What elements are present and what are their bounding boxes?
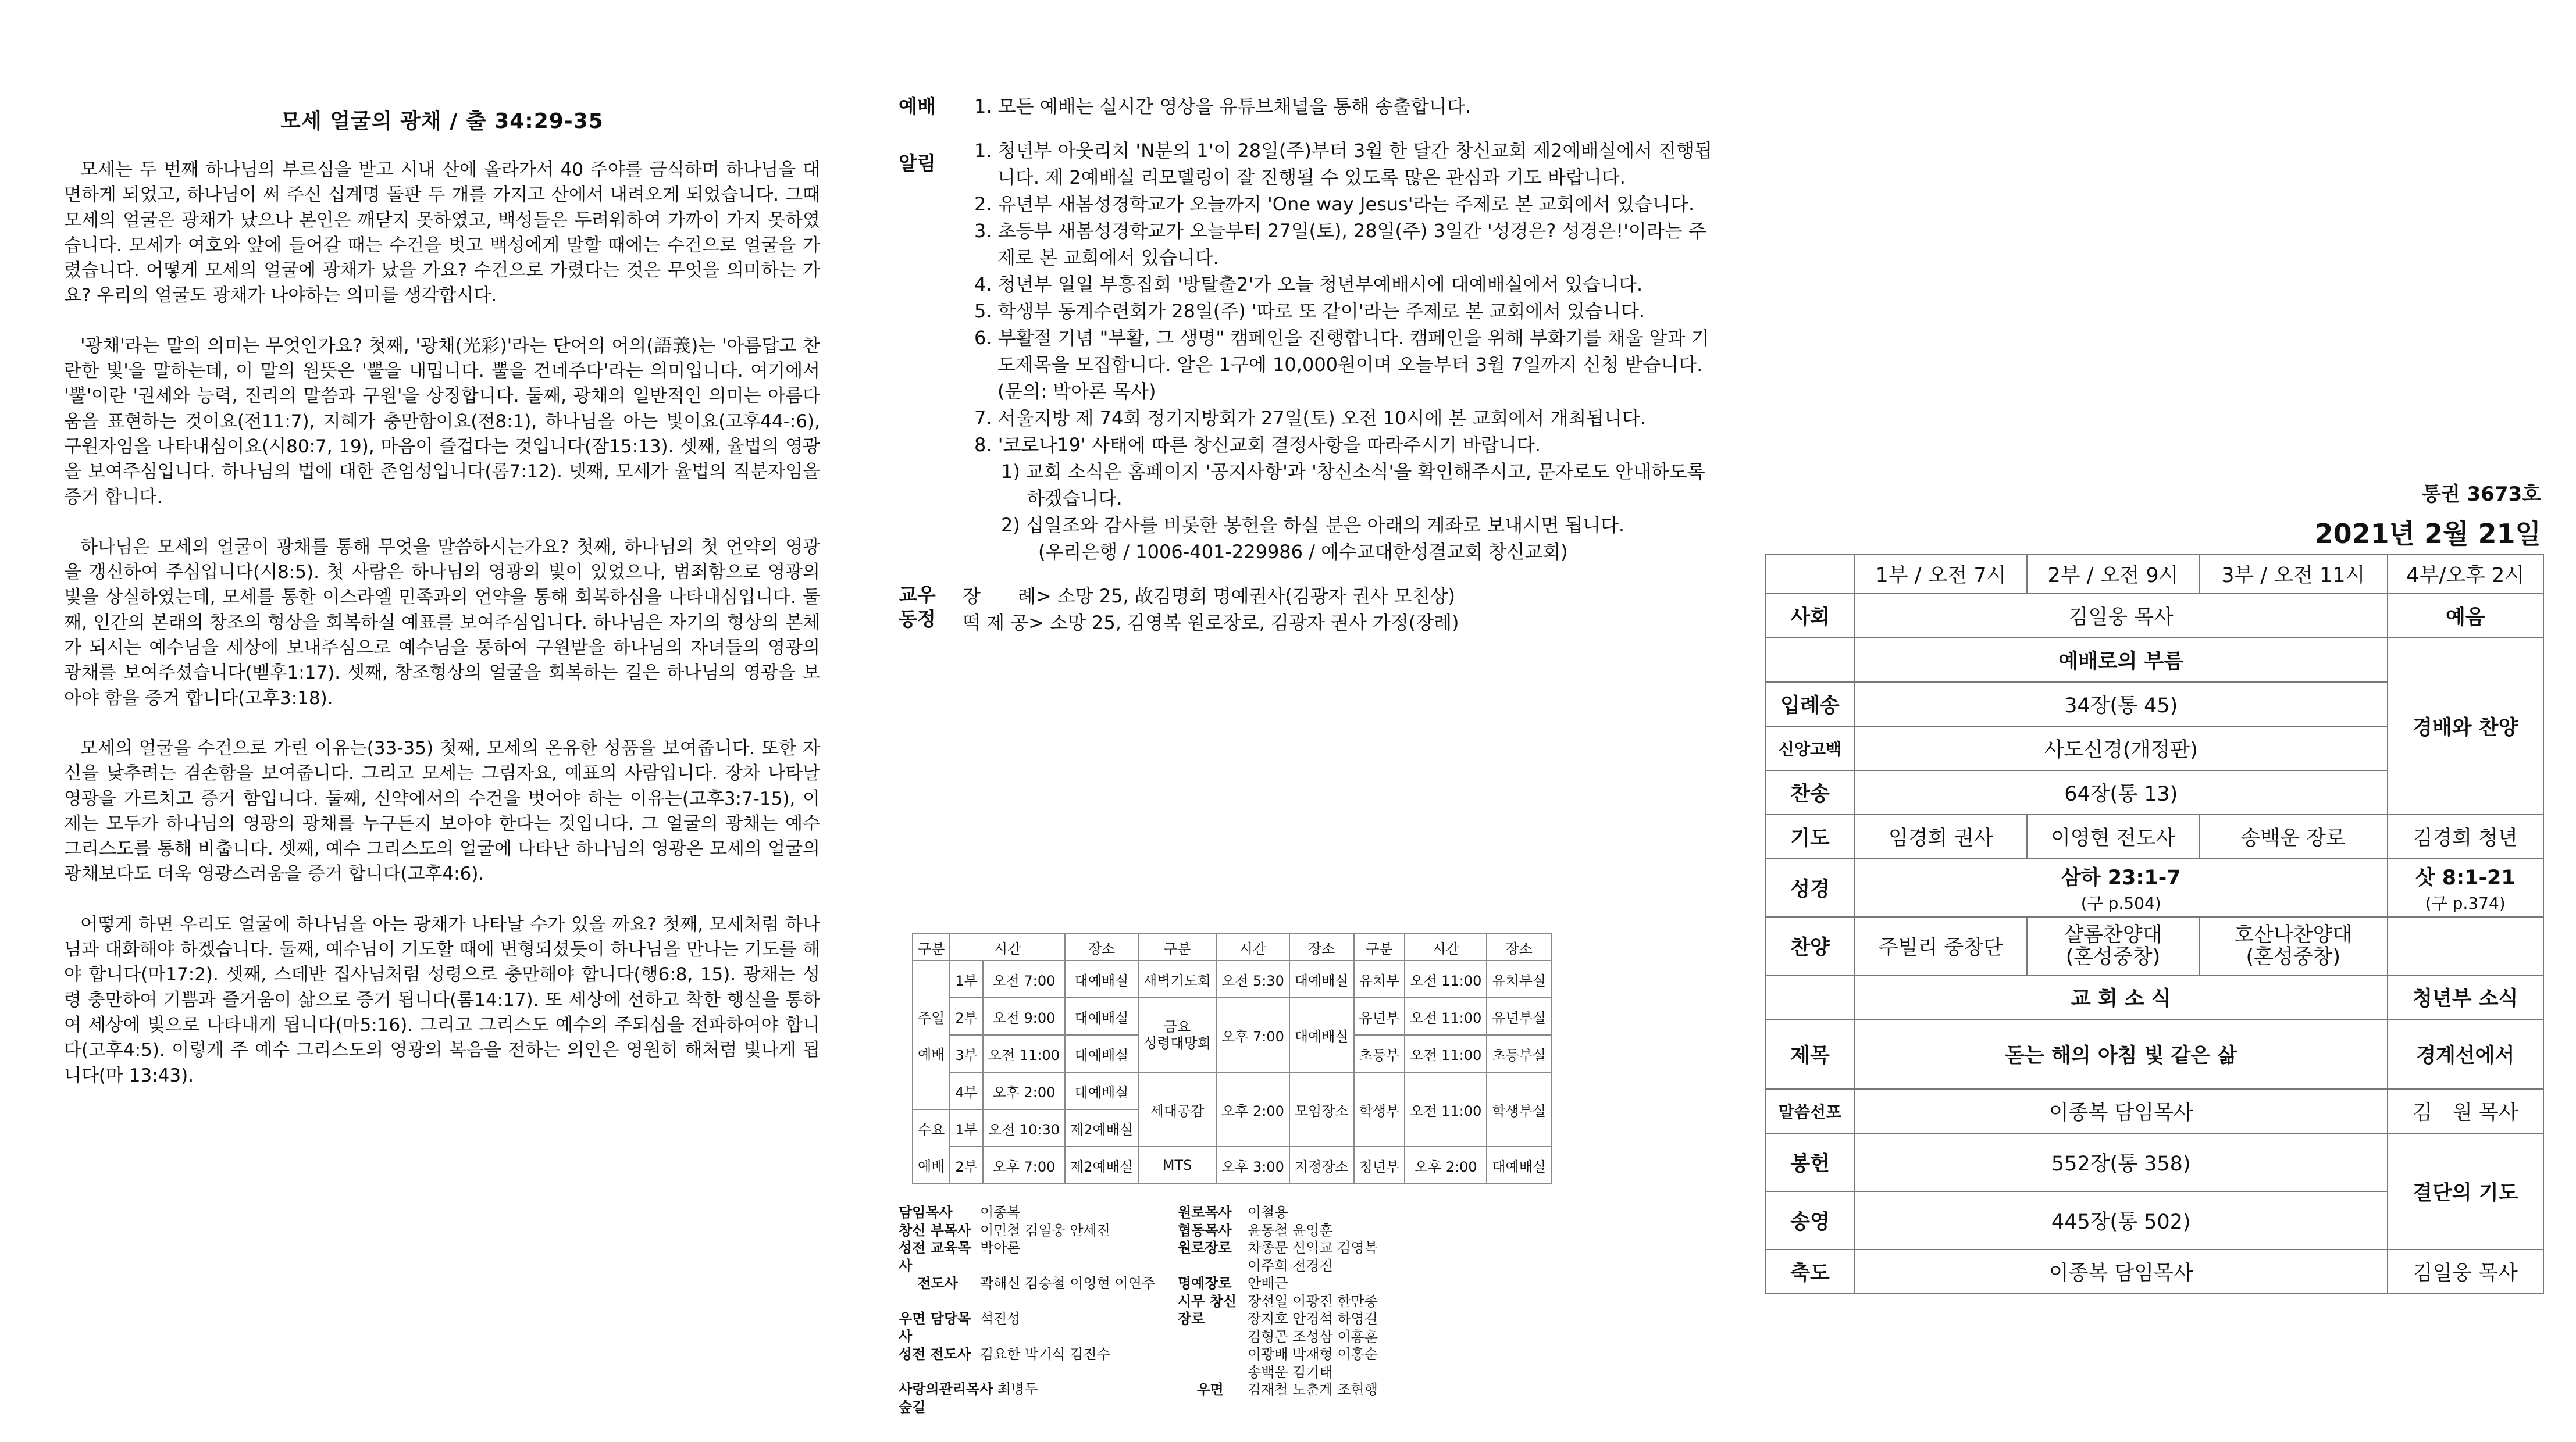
staff-role: 창신 부목사 bbox=[899, 1222, 971, 1238]
schedule-cell: 대예배실 bbox=[1289, 961, 1354, 998]
blank-cell bbox=[1765, 554, 1855, 594]
schedule-cell: 오후 2:00 bbox=[1216, 1072, 1289, 1147]
row-value: 임경희 권사 bbox=[1855, 815, 2027, 859]
announcements-section bbox=[899, 137, 1713, 565]
row-value: 64장(통 13) bbox=[1855, 770, 2388, 815]
condolence-section bbox=[899, 583, 1713, 636]
table-row bbox=[1765, 638, 2543, 682]
schedule-header: 장소 bbox=[1065, 934, 1138, 961]
staff-names: 석진성 bbox=[980, 1310, 1021, 1327]
row-value-4: 경계선에서 bbox=[2388, 1019, 2543, 1089]
staff-row bbox=[1178, 1293, 1457, 1311]
staff-role: 우면 bbox=[1178, 1382, 1224, 1398]
staff-role: 전도사 bbox=[899, 1275, 958, 1291]
announcement-item: 7. 서울지방 제 74회 정기지방회가 27일(토) 오전 10시에 본 교회에서 개최됩니다. bbox=[974, 407, 1647, 429]
staff-row bbox=[1178, 1275, 1457, 1293]
schedule-header: 구분 bbox=[1138, 934, 1216, 961]
row-value-4: 예음 bbox=[2388, 594, 2543, 638]
scripture-page: (구 p.504) bbox=[2080, 894, 2161, 913]
row-value-4: 김 원 목사 bbox=[2388, 1089, 2543, 1133]
schedule-cell: 오전 11:00 bbox=[1405, 961, 1487, 998]
row-label: 찬양 bbox=[1765, 917, 1855, 975]
table-row bbox=[1765, 859, 2543, 917]
sermon-column bbox=[64, 105, 820, 1113]
staff-role: 시무 창신 bbox=[1178, 1293, 1237, 1309]
announcement-sub-item: 2) 십일조와 감사를 비롯한 봉헌을 하실 분은 아래의 계좌로 보내시면 됩니다. bbox=[1001, 514, 1625, 536]
sermon-paragraph: 하나님은 모세의 얼굴이 광채를 통해 무엇을 말씀하시는가요? 첫째, 하나님의 첫 언약의 영광을 갱신하여 주심입니다(시8:5). 첫 사람은 하나님의 영광의 빛이 있었으나, 범죄함으로 영광의 빛을 상실하였는데, 모세를 통한 이스라엘 민족과의 언약을 통해 회복하심을 나타내심입니다. 둘째, 인간의 본래의 창조의 형상을 회복하실 예표를 보여주심입니다. 하나님은 자기의 형상의 본체가 되시는 예수님을 세상에 보내주심으로 예수님을 통하여 구원받을 하나님의 자녀들의 영광의 광채를 보여주셨습니다(벧후1:17). 셋째, 창조형상의 얼굴을 회복하는 길은 하나님의 영광을 보아야 함을 증거 합니다(고후3:18). bbox=[64, 536, 820, 709]
announcement-item: 1. 청년부 아웃리치 'N분의 1'이 28일(주)부터 3월 한 달간 창신교회 제2예배실에서 진행됩니다. 제 2예배실 리모델링이 잘 진행될 수 있도록 많은 관심과 기도 바랍니다. bbox=[974, 140, 1712, 188]
scripture-page: (구 p.374) bbox=[2425, 894, 2506, 913]
staff-role: 성전 전도사 bbox=[899, 1345, 971, 1362]
announcements-label: 알림 bbox=[899, 152, 936, 174]
schedule-cell: 4부 bbox=[950, 1072, 982, 1109]
staff-names: 이광배 박재형 이홍순 bbox=[1248, 1346, 1378, 1362]
staff-row bbox=[899, 1398, 1166, 1416]
staff-row bbox=[899, 1345, 1166, 1364]
staff-row bbox=[1178, 1345, 1457, 1364]
row-label: 봉헌 bbox=[1765, 1133, 1855, 1191]
row-label: 제목 bbox=[1765, 1019, 1855, 1089]
staff-role bbox=[1178, 1364, 1248, 1382]
staff-role: 원로장로 bbox=[1178, 1240, 1232, 1256]
staff-row bbox=[899, 1204, 1166, 1222]
sermon-paragraph: '광채'라는 말의 의미는 무엇인가요? 첫째, '광채(光彩)'라는 단어의 어의(語義)는 '아름답고 찬란한 빛'을 말하는데, 이 말의 원뜻은 '뿔을 내밉니다. 뿔을 건네주다'라는 의미입니다. 여기에서 '뿔'이란 '권세와 능력, 진리의 말씀과 구원'을 상징합니다. 둘째, 광채의 일반적인 의미는 아름다움을 표현하는 것이요(전11:7), 지혜가 충만함이요(전8:1), 하나님을 아는 빛이요(고후44-:6), 구원자임을 나타내심이요(시80:7, 19), 마음이 즐겁다는 것입니다(잠15:13). 셋째, 율법의 영광을 보여주심입니다. 하나님의 법에 대한 존엄성입니다(롬7:12). 넷째, 모세가 율법의 직분자임을 증거 합니다. bbox=[64, 335, 820, 508]
staff-role: 명예장로 bbox=[1178, 1275, 1232, 1291]
staff-role: 장로 bbox=[1178, 1311, 1205, 1327]
table-row bbox=[913, 961, 1551, 998]
announcement-item: 8. '코로나19' 사태에 따른 창신교회 결정사항을 따라주시기 바랍니다. bbox=[974, 434, 1541, 456]
schedule-cell: 오후 7:00 bbox=[983, 1147, 1065, 1184]
scripture-ref: 삼하 23:1-7 bbox=[2061, 866, 2181, 890]
service-header: 1부 / 오전 7시 bbox=[1855, 554, 2027, 594]
row-value: 사도신경(개정판) bbox=[1855, 726, 2388, 770]
staff-names: 윤동철 윤영훈 bbox=[1248, 1222, 1333, 1238]
table-row bbox=[1765, 917, 2543, 975]
order-of-worship-table bbox=[1765, 554, 2544, 1294]
announcement-item: 4. 청년부 일일 부흥집회 '방탈출2'가 오늘 청년부예배시에 대예배실에서 있습니다. bbox=[974, 273, 1643, 295]
row-label: 입례송 bbox=[1765, 682, 1855, 726]
label-text: 예배 bbox=[918, 1047, 945, 1063]
schedule-header: 구분 bbox=[913, 934, 950, 961]
bank-account: (우리은행 / 1006-401-229986 / 예수교대한성결교회 창신교회) bbox=[1038, 541, 1568, 563]
scripture-ref: 삿 8:1-21 bbox=[2415, 866, 2516, 890]
row-label: 찬송 bbox=[1765, 770, 1855, 815]
staff-row bbox=[1178, 1310, 1457, 1328]
staff-names: 김형곤 조성삼 이홍훈 bbox=[1248, 1328, 1378, 1345]
condolence-label-1: 교우 bbox=[899, 583, 936, 606]
table-row bbox=[913, 1147, 1551, 1184]
row-value-4: 김경희 청년 bbox=[2388, 815, 2543, 859]
row-label: 기도 bbox=[1765, 815, 1855, 859]
staff-row bbox=[1178, 1204, 1457, 1222]
staff-row bbox=[899, 1310, 1166, 1345]
table-row bbox=[913, 1072, 1551, 1109]
staff-names: 이주희 전경진 bbox=[1248, 1257, 1333, 1274]
table-row bbox=[913, 998, 1551, 1035]
staff-row bbox=[1178, 1328, 1457, 1346]
announcement-item: 3. 초등부 새봄성경학교가 오늘부터 27일(토), 28일(주) 3일간 '성경은? 성경은!'이라는 주제로 본 교회에서 있습니다. bbox=[974, 220, 1706, 269]
schedule-cell: MTS bbox=[1138, 1147, 1216, 1184]
staff-names: 김재철 노춘계 조현행 bbox=[1248, 1382, 1378, 1398]
staff-row bbox=[899, 1239, 1166, 1275]
table-row bbox=[1765, 594, 2543, 638]
table-row bbox=[1765, 1133, 2543, 1191]
schedule-cell: 대예배실 bbox=[1065, 998, 1138, 1035]
sermon-title: 모세 얼굴의 광채 / 출 34:29-35 bbox=[280, 109, 604, 133]
schedule-cell: 대예배실 bbox=[1065, 961, 1138, 998]
row-value: 445장(통 502) bbox=[1855, 1191, 2388, 1250]
schedule-cell: 3부 bbox=[950, 1035, 982, 1072]
schedule-header: 장소 bbox=[1289, 934, 1354, 961]
table-row bbox=[1765, 554, 2543, 594]
schedule-header: 시간 bbox=[1216, 934, 1289, 961]
schedule-header-row bbox=[913, 934, 1551, 961]
schedule-cell: 오후 2:00 bbox=[1405, 1147, 1487, 1184]
row-value: 34장(통 45) bbox=[1855, 682, 2388, 726]
condolence-row: 장 례> 소망 25, 故김명희 명예권사(김광자 권사 모친상) bbox=[963, 585, 1456, 607]
blank-cell bbox=[1765, 975, 1855, 1019]
wednesday-worship-label bbox=[913, 1109, 950, 1184]
row-value: 예배로의 부름 bbox=[1855, 638, 2388, 682]
table-row bbox=[1765, 815, 2543, 859]
row-value: 호산나찬양대 (혼성중창) bbox=[2199, 917, 2388, 975]
schedule-cell: 2부 bbox=[950, 998, 982, 1035]
row-value: 주빌리 중창단 bbox=[1855, 917, 2027, 975]
schedule-cell: 제2예배실 bbox=[1065, 1109, 1138, 1147]
staff-role: 우면 담당목사 bbox=[899, 1310, 971, 1344]
staff-names: 송백운 김기태 bbox=[1248, 1364, 1333, 1380]
schedule-cell: 오전 11:00 bbox=[1405, 998, 1487, 1035]
schedule-cell: 오전 10:30 bbox=[983, 1109, 1065, 1147]
schedule-header: 구분 bbox=[1354, 934, 1405, 961]
staff-names: 최병두 bbox=[997, 1381, 1038, 1397]
row-label: 성경 bbox=[1765, 859, 1855, 917]
schedule-cell: 오후 2:00 bbox=[983, 1072, 1065, 1109]
row-value: 이종복 담임목사 bbox=[1855, 1089, 2388, 1133]
schedule-cell: 학생부실 bbox=[1487, 1072, 1551, 1147]
staff-spacer bbox=[899, 1293, 1166, 1310]
staff-right bbox=[1178, 1204, 1457, 1416]
sunday-worship-label bbox=[913, 961, 950, 1109]
row-value: 이종복 담임목사 bbox=[1855, 1250, 2388, 1294]
condolence-label-2: 동정 bbox=[899, 608, 936, 630]
issue-number: 통권 3673호 bbox=[2422, 483, 2541, 506]
staff-spacer bbox=[899, 1363, 1166, 1380]
row-label: 신앙고백 bbox=[1765, 726, 1855, 770]
staff-role: 원로목사 bbox=[1178, 1204, 1232, 1220]
row-label: 송영 bbox=[1765, 1191, 1855, 1250]
label-text: 수요 bbox=[918, 1122, 945, 1138]
staff-names: 김요한 박기식 김진수 bbox=[980, 1345, 1110, 1362]
schedule-cell: 금요 성령대망회 bbox=[1138, 998, 1216, 1072]
staff-role: 협동목사 bbox=[1178, 1222, 1232, 1238]
worship-label: 예배 bbox=[899, 95, 936, 117]
staff-role: 사랑의관리목사 bbox=[899, 1381, 993, 1397]
staff-row bbox=[1178, 1257, 1457, 1275]
schedule-cell: 오후 7:00 bbox=[1216, 998, 1289, 1072]
table-row bbox=[1765, 975, 2543, 1019]
staff-row bbox=[899, 1275, 1166, 1293]
schedule-cell: 청년부 bbox=[1354, 1147, 1405, 1184]
scripture-cell-4 bbox=[2388, 859, 2543, 917]
row-value-4: 김일웅 목사 bbox=[2388, 1250, 2543, 1294]
schedule-cell: 모임장소 bbox=[1289, 1072, 1354, 1147]
staff-role: 성전 교육목사 bbox=[899, 1240, 971, 1274]
row-value: 김일웅 목사 bbox=[1855, 594, 2388, 638]
row-label: 축도 bbox=[1765, 1250, 1855, 1294]
schedule-cell: 오후 3:00 bbox=[1216, 1147, 1289, 1184]
schedule-cell: 대예배실 bbox=[1065, 1072, 1138, 1109]
staff-row bbox=[1178, 1381, 1457, 1399]
schedule-cell: 대예배실 bbox=[1487, 1147, 1551, 1184]
schedule-cell: 지정장소 bbox=[1289, 1147, 1354, 1184]
announcement-item: 5. 학생부 동계수련회가 28일(주) '따로 또 같이'라는 주제로 본 교회에서 있습니다. bbox=[974, 300, 1645, 322]
label-text: 주일 bbox=[918, 1010, 945, 1026]
schedule-cell: 오전 11:00 bbox=[983, 1035, 1065, 1072]
table-row bbox=[1765, 1250, 2543, 1294]
scripture-cell bbox=[1855, 859, 2388, 917]
label-text: 예배 bbox=[918, 1158, 945, 1175]
worship-notice-text: 1. 모든 예배는 실시간 영상을 유튜브채널을 통해 송출합니다. bbox=[974, 95, 1471, 117]
staff-row bbox=[899, 1222, 1166, 1240]
condolence-label bbox=[899, 583, 936, 631]
schedule-cell: 유치부실 bbox=[1487, 961, 1551, 998]
service-header: 2부 / 오전 9시 bbox=[2027, 554, 2199, 594]
staff-names: 안배근 bbox=[1248, 1275, 1288, 1291]
table-row bbox=[1765, 1089, 2543, 1133]
row-value: 교 회 소 식 bbox=[1855, 975, 2388, 1019]
row-value-4: 청년부 소식 bbox=[2388, 975, 2543, 1019]
staff-left bbox=[899, 1204, 1166, 1416]
schedule-cell: 제2예배실 bbox=[1065, 1147, 1138, 1184]
bulletin-date: 2021년 2월 21일 bbox=[2314, 518, 2541, 549]
staff-names: 장선일 이광진 한만종 bbox=[1248, 1293, 1378, 1309]
schedule-cell: 유년부 bbox=[1354, 998, 1405, 1035]
schedule-cell: 초등부 bbox=[1354, 1035, 1405, 1072]
service-header: 3부 / 오전 11시 bbox=[2199, 554, 2388, 594]
worship-notice bbox=[899, 93, 1713, 120]
schedule-cell: 오전 11:00 bbox=[1405, 1072, 1487, 1147]
schedule-table bbox=[912, 933, 1552, 1184]
staff-names: 차종문 신익교 김영복 bbox=[1248, 1240, 1378, 1256]
staff-directory bbox=[899, 1204, 1457, 1416]
staff-names: 이철용 bbox=[1248, 1204, 1288, 1220]
schedule-cell: 세대공감 bbox=[1138, 1072, 1216, 1147]
schedule-header: 장소 bbox=[1487, 934, 1551, 961]
row-value: 송백운 장로 bbox=[2199, 815, 2388, 859]
blank-cell bbox=[1765, 638, 1855, 682]
announcement-sub-item: 1) 교회 소식은 홈페이지 '공지사항'과 '창신소식'을 확인해주시고, 문자로도 안내하도록 하겠습니다. bbox=[1001, 461, 1705, 509]
row-value: 샬롬찬양대 (혼성중창) bbox=[2027, 917, 2199, 975]
schedule-cell: 1부 bbox=[950, 961, 982, 998]
staff-names: 장지호 안경석 하영길 bbox=[1248, 1311, 1378, 1327]
announcement-item: 2. 유년부 새봄성경학교가 오늘까지 'One way Jesus'라는 주제로 본 교회에서 있습니다. bbox=[974, 193, 1695, 215]
schedule-cell: 오전 11:00 bbox=[1405, 1035, 1487, 1072]
staff-names bbox=[980, 1398, 1166, 1416]
staff-role bbox=[1178, 1345, 1248, 1364]
schedule-cell: 대예배실 bbox=[1289, 998, 1354, 1072]
staff-names: 곽해신 김승철 이영현 이연주 bbox=[980, 1275, 1156, 1291]
schedule-cell: 유치부 bbox=[1354, 961, 1405, 998]
schedule-header: 시간 bbox=[950, 934, 1065, 961]
row-label: 사회 bbox=[1765, 594, 1855, 638]
sermon-paragraph: 모세는 두 번째 하나님의 부르심을 받고 시내 산에 올라가서 40 주야를 금식하며 하나님을 대면하게 되었고, 하나님이 써 주신 십계명 돌판 두 개를 가지고 산에서 내려오게 되었습니다. 그때 모세의 얼굴은 광채가 났으나 본인은 깨닫지 못하였고, 백성들은 두려워하여 가까이 가지 못하였습니다. 모세가 여호와 앞에 들어갈 때는 수건을 벗고 백성에게 말할 때에는 수건으로 얼굴을 가렸습니다. 어떻게 모세의 얼굴에 광채가 났을 가요? 수건으로 가렸다는 것은 무엇을 의미하는 가요? 우리의 얼굴도 광채가 나야하는 의미를 생각합시다. bbox=[64, 159, 820, 306]
sermon-paragraph: 모세의 얼굴을 수건으로 가린 이유는(33-35) 첫째, 모세의 온유한 성품을 보여줍니다. 또한 자신을 낮추려는 겸손함을 보여줍니다. 그리고 모세는 그림자요, 예표의 사람입니다. 장차 나타날 영광을 가르치고 증거 함입니다. 둘째, 신약에서의 수건을 벗어야 하는 이유는(고후3:7-15), 이제는 모두가 하나님의 영광의 광채를 누구든지 보아야 한다는 것입니다. 그 얼굴의 광채는 예수 그리스도를 통해 비춥니다. 셋째, 예수 그리스도의 얼굴에 나타난 하나님의 영광은 모세의 얼굴의 광채보다도 더욱 영광스러움을 증거 합니다(고후4:6). bbox=[64, 737, 820, 885]
schedule-cell: 오전 7:00 bbox=[983, 961, 1065, 998]
schedule-cell: 오전 9:00 bbox=[983, 998, 1065, 1035]
staff-row bbox=[1178, 1222, 1457, 1240]
row-label: 말씀선포 bbox=[1765, 1089, 1855, 1133]
staff-role: 담임목사 bbox=[899, 1204, 953, 1220]
blank-cell bbox=[2388, 917, 2543, 975]
staff-names: 이민철 김일웅 안세진 bbox=[980, 1222, 1110, 1238]
schedule-cell: 오전 5:30 bbox=[1216, 961, 1289, 998]
row-value-4: 경배와 찬양 bbox=[2388, 638, 2543, 815]
staff-row bbox=[899, 1380, 1166, 1398]
service-header: 4부/오후 2시 bbox=[2388, 554, 2543, 594]
staff-role: 숲길 bbox=[899, 1398, 926, 1415]
schedule-cell: 새벽기도회 bbox=[1138, 961, 1216, 998]
schedule-cell: 초등부실 bbox=[1487, 1035, 1551, 1072]
table-row bbox=[1765, 1019, 2543, 1089]
condolence-row: 떡 제 공> 소망 25, 김영복 원로장로, 김광자 권사 가정(장례) bbox=[963, 612, 1459, 634]
schedule-cell: 대예배실 bbox=[1065, 1035, 1138, 1072]
staff-row bbox=[1178, 1239, 1457, 1257]
schedule-cell: 1부 bbox=[950, 1109, 982, 1147]
staff-role bbox=[1178, 1328, 1248, 1346]
staff-names: 이종복 bbox=[980, 1204, 1021, 1220]
announcement-item: 6. 부활절 기념 "부활, 그 생명" 캠페인을 진행합니다. 캠페인을 위해 부화기를 채울 알과 기도제목을 모집합니다. 알은 1구에 10,000원이며 오늘부터 3월 7일까지 신청 받습니다.(문의: 박아론 목사) bbox=[974, 327, 1709, 402]
schedule-cell: 2부 bbox=[950, 1147, 982, 1184]
staff-row bbox=[1178, 1364, 1457, 1382]
staff-names: 박아론 bbox=[980, 1240, 1021, 1256]
schedule-cell: 학생부 bbox=[1354, 1072, 1405, 1147]
row-value-4: 결단의 기도 bbox=[2388, 1133, 2543, 1250]
sermon-paragraph: 어떻게 하면 우리도 얼굴에 하나님을 아는 광채가 나타날 수가 있을 까요? 첫째, 모세처럼 하나님과 대화해야 하겠습니다. 둘째, 예수님이 기도할 때에 변형되셨듯이 하나님을 만나는 기도를 해야 합니다(마17:2). 셋째, 스데반 집사님처럼 성령으로 충만해야 합니다(행6:8, 15). 광채는 성령 충만하여 기쁨과 즐거움이 삶으로 증거 됩니다(롬14:17). 또 세상에 선하고 착한 행실을 통하여 세상에 빛으로 나타내게 됩니다(마5:16). 그리고 그리스도 예수의 주되심을 전파하여야 합니다(고후4:5). 이렇게 주 예수 그리스도의 영광의 복음을 전하는 의인은 영원히 해처럼 빛나게 됩니다(마 13:43). bbox=[64, 913, 820, 1086]
staff-role bbox=[1178, 1257, 1248, 1275]
row-value: 552장(통 358) bbox=[1855, 1133, 2388, 1191]
schedule-cell: 유년부실 bbox=[1487, 998, 1551, 1035]
schedule-header: 시간 bbox=[1405, 934, 1487, 961]
announcements-column bbox=[899, 93, 1713, 636]
sermon-title-cell: 돋는 해의 아침 빛 같은 삶 bbox=[1855, 1019, 2388, 1089]
row-value: 이영현 전도사 bbox=[2027, 815, 2199, 859]
